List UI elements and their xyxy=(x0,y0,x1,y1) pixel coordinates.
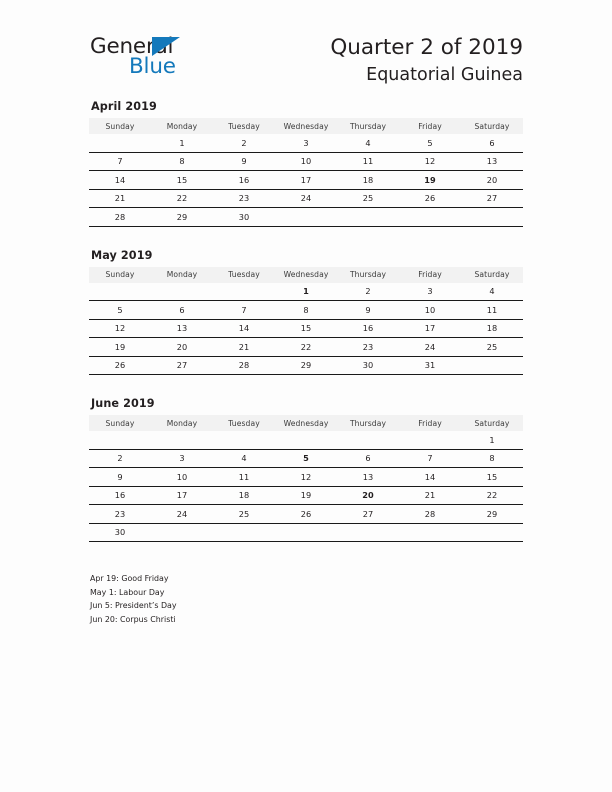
calendar-day[interactable]: 6 xyxy=(337,449,399,468)
calendar-day[interactable]: 2 xyxy=(365,286,371,297)
holiday-legend xyxy=(90,572,390,626)
month-block xyxy=(89,100,523,227)
calendar-day-empty xyxy=(399,208,461,227)
calendar-day[interactable]: 23 xyxy=(89,505,151,524)
calendar-day[interactable]: 28 xyxy=(213,356,275,375)
calendar-day[interactable]: 5 xyxy=(427,137,433,148)
calendar-day-empty xyxy=(399,431,461,449)
calendar-day[interactable]: 17 xyxy=(151,486,213,505)
weekday-header-tuesday: Tuesday xyxy=(213,267,275,283)
calendar-day-empty xyxy=(275,431,337,449)
calendar-day[interactable]: 4 xyxy=(365,137,371,148)
calendar-week-row xyxy=(89,468,523,487)
calendar-day[interactable]: 4 xyxy=(489,286,495,297)
weekday-header-saturday: Saturday xyxy=(461,415,523,431)
calendar-day[interactable]: 25 xyxy=(461,338,523,357)
weekday-header-sunday: Sunday xyxy=(89,118,151,134)
calendar-day[interactable]: 25 xyxy=(337,189,399,208)
calendar-day-empty xyxy=(337,431,399,449)
calendar-day[interactable]: 17 xyxy=(399,319,461,338)
calendar-day-holiday[interactable]: 20 xyxy=(337,486,399,505)
calendar-week-row xyxy=(89,319,523,338)
calendar-day[interactable]: 10 xyxy=(399,301,461,320)
calendar-day[interactable]: 11 xyxy=(337,152,399,171)
calendar-day-holiday[interactable]: 19 xyxy=(399,171,461,190)
calendar-day[interactable]: 4 xyxy=(213,449,275,468)
calendar-day-empty xyxy=(89,283,151,301)
weekday-header-row xyxy=(89,118,523,134)
calendar-table xyxy=(89,415,523,542)
calendar-day-empty xyxy=(151,283,213,301)
calendar-day-empty xyxy=(461,208,523,227)
calendar-day[interactable]: 20 xyxy=(461,171,523,190)
weekday-header-sunday: Sunday xyxy=(89,415,151,431)
calendar-day-empty xyxy=(275,208,337,227)
general-blue-logo xyxy=(90,36,300,86)
calendar-day[interactable]: 5 xyxy=(89,301,151,320)
calendar-day[interactable]: 3 xyxy=(151,449,213,468)
calendar-day[interactable]: 15 xyxy=(275,319,337,338)
calendar-week-row xyxy=(89,505,523,524)
calendar-week-row xyxy=(89,523,523,542)
calendar-week-row xyxy=(89,356,523,375)
calendar-table xyxy=(89,267,523,376)
calendar-day[interactable]: 7 xyxy=(399,449,461,468)
calendar-day[interactable]: 2 xyxy=(89,449,151,468)
calendar-day[interactable]: 18 xyxy=(461,319,523,338)
calendar-day[interactable]: 18 xyxy=(213,486,275,505)
calendar-day[interactable]: 8 xyxy=(461,449,523,468)
calendar-day[interactable]: 23 xyxy=(213,189,275,208)
calendar-day[interactable]: 28 xyxy=(399,505,461,524)
calendar-day[interactable]: 30 xyxy=(337,356,399,375)
calendar-day-empty xyxy=(213,431,275,449)
calendar-day-empty xyxy=(213,283,275,301)
calendar-week-row xyxy=(89,134,523,152)
page-header xyxy=(0,0,612,96)
weekday-header-thursday: Thursday xyxy=(337,267,399,283)
holiday-legend-item: Jun 5: President’s Day xyxy=(90,601,177,611)
calendar-week-row xyxy=(89,301,523,320)
calendar-day[interactable]: 22 xyxy=(275,338,337,357)
calendar-day[interactable]: 14 xyxy=(399,468,461,487)
calendar-day[interactable]: 12 xyxy=(89,319,151,338)
calendar-day[interactable]: 31 xyxy=(399,356,461,375)
calendar-day-holiday[interactable]: 1 xyxy=(303,286,309,297)
calendar-day[interactable]: 22 xyxy=(461,486,523,505)
calendar-day[interactable]: 13 xyxy=(461,152,523,171)
weekday-header-wednesday: Wednesday xyxy=(275,267,337,283)
calendar-day[interactable]: 30 xyxy=(213,208,275,227)
month-block xyxy=(89,397,523,542)
calendar-day[interactable]: 16 xyxy=(89,486,151,505)
calendar-week-row xyxy=(89,171,523,190)
calendar-day[interactable]: 13 xyxy=(151,319,213,338)
calendar-day[interactable]: 19 xyxy=(275,486,337,505)
calendar-day-empty xyxy=(461,523,523,542)
holiday-legend-item: May 1: Labour Day xyxy=(90,587,165,597)
holiday-legend-item: Jun 20: Corpus Christi xyxy=(90,614,176,624)
weekday-header-saturday: Saturday xyxy=(461,118,523,134)
calendar-day[interactable]: 24 xyxy=(399,338,461,357)
calendar-day[interactable]: 9 xyxy=(337,301,399,320)
calendar-week-row xyxy=(89,189,523,208)
calendar-day[interactable]: 13 xyxy=(337,468,399,487)
calendar-day[interactable]: 22 xyxy=(151,189,213,208)
calendar-week-row xyxy=(89,449,523,468)
weekday-header-monday: Monday xyxy=(151,118,213,134)
month-title: June 2019 xyxy=(91,397,155,410)
weekday-header-wednesday: Wednesday xyxy=(275,118,337,134)
month-title: April 2019 xyxy=(91,100,157,113)
holiday-legend-item: Apr 19: Good Friday xyxy=(90,574,169,583)
calendar-week-row xyxy=(89,152,523,171)
calendar-day[interactable]: 29 xyxy=(151,208,213,227)
weekday-header-wednesday: Wednesday xyxy=(275,415,337,431)
calendar-day[interactable]: 25 xyxy=(213,505,275,524)
calendar-day-empty xyxy=(89,431,151,449)
weekday-header-monday: Monday xyxy=(151,415,213,431)
calendar-day[interactable]: 24 xyxy=(275,189,337,208)
calendar-day[interactable]: 14 xyxy=(89,171,151,190)
page-subtitle: Equatorial Guinea xyxy=(366,64,523,85)
quarter-calendars xyxy=(89,100,523,564)
weekday-header-friday: Friday xyxy=(399,118,461,134)
calendar-week-row xyxy=(89,431,523,449)
calendar-day[interactable]: 16 xyxy=(337,319,399,338)
calendar-week-row xyxy=(89,283,523,301)
calendar-day-empty xyxy=(89,134,151,152)
calendar-day[interactable]: 16 xyxy=(213,171,275,190)
weekday-header-friday: Friday xyxy=(399,267,461,283)
calendar-day[interactable]: 27 xyxy=(337,505,399,524)
calendar-day[interactable]: 21 xyxy=(213,338,275,357)
calendar-day[interactable]: 11 xyxy=(213,468,275,487)
calendar-day-empty xyxy=(337,523,399,542)
calendar-day[interactable]: 8 xyxy=(151,152,213,171)
weekday-header-tuesday: Tuesday xyxy=(213,118,275,134)
calendar-day[interactable]: 26 xyxy=(89,356,151,375)
calendar-day[interactable]: 20 xyxy=(151,338,213,357)
calendar-day-empty xyxy=(213,523,275,542)
calendar-week-row xyxy=(89,338,523,357)
calendar-day[interactable]: 9 xyxy=(213,152,275,171)
calendar-day[interactable]: 21 xyxy=(399,486,461,505)
calendar-day[interactable]: 3 xyxy=(427,286,433,297)
page-title: Quarter 2 of 2019 xyxy=(330,35,523,60)
weekday-header-saturday: Saturday xyxy=(461,267,523,283)
weekday-header-friday: Friday xyxy=(399,415,461,431)
calendar-day-empty xyxy=(151,431,213,449)
calendar-day[interactable]: 9 xyxy=(89,468,151,487)
calendar-day[interactable]: 14 xyxy=(213,319,275,338)
calendar-day[interactable]: 19 xyxy=(89,338,151,357)
calendar-table xyxy=(89,118,523,227)
calendar-day[interactable]: 26 xyxy=(275,505,337,524)
weekday-header-sunday: Sunday xyxy=(89,267,151,283)
calendar-day[interactable]: 10 xyxy=(275,152,337,171)
calendar-day-empty xyxy=(275,523,337,542)
calendar-day[interactable]: 18 xyxy=(337,171,399,190)
calendar-day-holiday[interactable]: 5 xyxy=(275,449,337,468)
calendar-day[interactable]: 15 xyxy=(151,171,213,190)
logo-text-general: General xyxy=(90,34,174,59)
calendar-day[interactable]: 10 xyxy=(151,468,213,487)
calendar-day[interactable]: 7 xyxy=(213,301,275,320)
calendar-day[interactable]: 6 xyxy=(151,301,213,320)
calendar-day[interactable]: 27 xyxy=(151,356,213,375)
calendar-day[interactable]: 15 xyxy=(461,468,523,487)
calendar-day[interactable]: 28 xyxy=(89,208,151,227)
calendar-day[interactable]: 8 xyxy=(275,301,337,320)
logo-text-blue: Blue xyxy=(129,54,176,79)
calendar-day[interactable]: 3 xyxy=(303,137,309,148)
weekday-header-thursday: Thursday xyxy=(337,118,399,134)
calendar-day[interactable]: 12 xyxy=(275,468,337,487)
calendar-day[interactable]: 12 xyxy=(399,152,461,171)
calendar-day[interactable]: 29 xyxy=(275,356,337,375)
calendar-day[interactable]: 29 xyxy=(461,505,523,524)
calendar-day[interactable]: 6 xyxy=(489,137,495,148)
calendar-day[interactable]: 21 xyxy=(89,189,151,208)
month-block xyxy=(89,249,523,376)
calendar-day[interactable]: 30 xyxy=(89,523,151,542)
calendar-day[interactable]: 23 xyxy=(337,338,399,357)
weekday-header-row xyxy=(89,267,523,283)
weekday-header-thursday: Thursday xyxy=(337,415,399,431)
calendar-week-row xyxy=(89,486,523,505)
calendar-day[interactable]: 17 xyxy=(275,171,337,190)
calendar-day[interactable]: 26 xyxy=(399,189,461,208)
weekday-header-monday: Monday xyxy=(151,267,213,283)
calendar-day-empty xyxy=(399,523,461,542)
weekday-header-row xyxy=(89,415,523,431)
calendar-day[interactable]: 24 xyxy=(151,505,213,524)
month-title: May 2019 xyxy=(91,248,153,262)
calendar-day-empty xyxy=(151,523,213,542)
calendar-day[interactable]: 1 xyxy=(179,137,185,148)
calendar-day[interactable]: 1 xyxy=(489,434,495,445)
calendar-day[interactable]: 2 xyxy=(241,137,247,148)
calendar-day[interactable]: 27 xyxy=(461,189,523,208)
calendar-day[interactable]: 7 xyxy=(89,152,151,171)
calendar-day[interactable]: 11 xyxy=(461,301,523,320)
calendar-week-row xyxy=(89,208,523,227)
title-block xyxy=(330,34,523,86)
calendar-day-empty xyxy=(337,208,399,227)
calendar-day-empty xyxy=(461,356,523,375)
weekday-header-tuesday: Tuesday xyxy=(213,415,275,431)
